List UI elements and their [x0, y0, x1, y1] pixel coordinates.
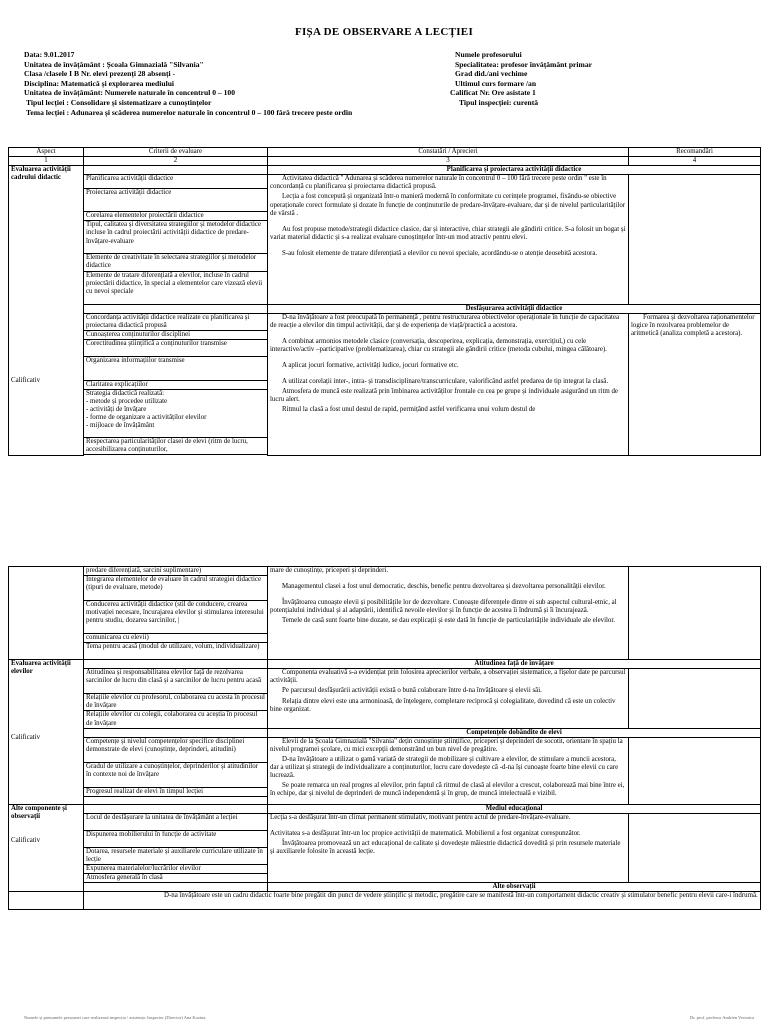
criterion: Respectarea particularităților clasei de elevi (ritm de lucru, accesibilizarea conținuturilor,: [84, 438, 268, 455]
criterion-line: - activități de învățare: [86, 406, 147, 414]
header-left: [24, 50, 454, 117]
criterion-strategy: [84, 390, 268, 438]
observation-table-page1: [8, 147, 761, 456]
header-discipline: Disciplina: Matematică și explorarea mediului: [24, 78, 175, 88]
criterion: Atmosfera generală în clasă: [84, 874, 268, 883]
footer-left: Numele și prenumele persoanei care realizează inspecția / asistența: Inspector (Director) Ana Kozina: [24, 1015, 206, 1020]
findings-continuation: [268, 567, 629, 660]
criterion: Relațiile elevilor cu profesorul, colaborarea cu acesta în procesul de învățare: [84, 694, 268, 711]
finding-text: Ritmul la clasă a fost unul destul de rapid, permițând astfel verificarea unui volum destul de: [282, 406, 536, 414]
criterion: Tipul, calitatea și diversitatea strategiilor și metodelor didactice incluse în cadrul proiectării activității didactice de predare-învățare-evaluare: [84, 221, 268, 254]
finding-text: D-na învățătoare a fost preocupată în permanență , pentru restructurarea obiectivelor operaționale în funcție de capacitatea de reacție a elevilor din timpul activității, dar și de experiența de viață/practică a acestora.: [270, 313, 620, 329]
criterion: Concordanța activității didactice realizate cu planificarea și proiectarea didactică propusă: [84, 313, 268, 330]
criterion-line: - metode și procedee utilizate: [86, 398, 168, 406]
header-school: Unitatea de învățământ : Școala Gimnazială "Silvania": [24, 59, 204, 69]
criterion: Atitudinea și responsabilitatea elevilor față de rezolvarea sarcinilor de lucru din clasă și a sarcinilor de lucru pentru acasă: [84, 669, 268, 694]
finding-text: Au fost propuse metode/strategii didactice clasice, dar și interactive, chiar strategii ale gândirii critice. S-a folosit un bogat și variat material didactic și s-a realizat evaluare cunoștințelor într-un mod atractiv pentru elevi.: [270, 225, 626, 241]
finding-text: Componenta evaluativă s-a evidențiat prin folosirea aprecierilor verbale, a observației sistematice, a fișelor date pe parcursul activității.: [270, 669, 626, 685]
findings-delivery: [268, 313, 629, 455]
header-teacher-name: Numele profesorului: [455, 50, 522, 59]
header-unit: Unitatea de învățământ: Numerele naturale în concentrul 0 – 100: [24, 88, 235, 98]
col-number: 4: [629, 157, 761, 166]
document-title: FIȘA DE OBSERVARE A LECȚIEI: [294, 26, 474, 38]
findings-attitude: [268, 669, 629, 728]
recommendation-text: Formarea și dezvoltarea raționamentelor logice în rezolvarea problemelor de aritmetică (analiza completă a acestora).: [631, 313, 755, 337]
aspect-students-cell: [9, 660, 84, 805]
qualifier-label: Calificativ: [11, 734, 41, 742]
aspect-other-cell: [9, 804, 84, 892]
table-number-row: [9, 157, 761, 166]
observation-table-page2: [8, 566, 761, 910]
col-header-aspect: Aspect: [9, 148, 84, 157]
col-number: 3: [268, 157, 629, 166]
criterion: Integrarea elementelor de evaluare în cadrul strategiei didactice (tipuri de evaluare, metode): [84, 576, 268, 601]
findings-environment: [268, 813, 629, 882]
recommendations-environment: [629, 813, 761, 882]
finding-text: Atmosfera de muncă este realizată prin îmbinarea activităților frontale cu cea pe grupe și individuale asigurând un ritm de lucru alert.: [270, 388, 618, 404]
col-header-findings: Constatări / Aprecieri: [268, 148, 629, 157]
header-qualified: Calificat Nr. Ore asistate 1: [450, 88, 536, 98]
criterion: Competențe și nivelul competențelor specifice disciplinei demonstrate de elevi (cunoștințe, deprinderi, atitudini): [84, 737, 268, 762]
recommendations-competences: [629, 737, 761, 804]
finding-text: D-na învățătoare a utilizat o gamă variată de strategii de mobilizare și cultivare a elevilor, de stimulare a muncii acestora, dar a utilizat și strategii de individualizare a conținuturilor, lucru care dovedește că -d-na își cunoaște foarte bine elevii cu care lucrează.: [270, 755, 619, 780]
header-date: Data: 9.01.2017: [24, 50, 75, 59]
finding-text: Învățătoarea promovează un act educațional de calitate și dovedește măiestrie didactică dovedită și prin resursele materiale și auxiliarele folosite în această lecție.: [270, 840, 621, 856]
criterion: Planificarea activității didactice: [84, 175, 268, 189]
criterion: Progresul realizat de elevi în timpul lecției: [84, 787, 268, 796]
finding-text: Activitatea didactică " Adunarea și scăderea numerelor naturale în concentrul 0 – 100 fără trecere peste ordin " este în concordanță cu planificarea și proiectarea didactică propusă.: [270, 175, 607, 191]
header-lesson-theme: Tema lecției : Adunarea și scăderea numerelor naturale în concentrul 0 – 100 fără trecere peste ordin: [26, 107, 353, 117]
criterion: Expunerea materialelor/lucrărilor elevilor: [84, 865, 268, 874]
recommendations-planning: [629, 175, 761, 304]
criterion: Corectitudinea științifică a conținuturilor transmise: [84, 339, 268, 356]
section-heading-planning: Planificarea și proiectarea activității didactice: [268, 166, 761, 175]
criterion: comunicarea cu elevii): [84, 634, 268, 643]
section-heading-environment: Mediul educațional: [268, 804, 761, 813]
recommendations-continuation: [629, 567, 761, 660]
finding-text: A aplicat jocuri formative, activități ludice, jocuri formative etc.: [282, 362, 459, 370]
col-header-criteria: Criterii de evaluare: [84, 148, 268, 157]
header-specialty: Specialitatea: profesor învățământ primar: [455, 59, 593, 69]
criterion: Corelarea elementelor proiectării didactice: [84, 212, 268, 221]
criterion: Proiectarea activității didactice: [84, 189, 268, 212]
recommendations-attitude: [629, 669, 761, 728]
finding-text: Relația dintre elevi este una armonioasă, de înțelegere, completare reciprocă și colegialitate, dovedind că este un colectiv bine organizat.: [270, 697, 616, 713]
table-header-row: [9, 148, 761, 157]
criterion: Dotarea, resursele materiale și auxiliarele curriculare utilizate în lecție: [84, 847, 268, 864]
aspect-teacher-cell: [9, 166, 84, 456]
criterion: Elemente de tratare diferențiată a elevilor, incluse în cadrul proiectării didactice, în special a elementelor care vizează elevii cu nevoi speciale: [84, 271, 268, 304]
criterion-line: - mijloace de învățământ: [86, 422, 155, 430]
aspect-other-label: Alte componente și observații: [11, 804, 67, 820]
criterion: Relațiile elevilor cu colegii, colaborarea cu aceștia în procesul de învățare: [84, 711, 268, 728]
criterion: Cunoașterea conținuturilor disciplinei: [84, 330, 268, 339]
criterion: Conducerea activității didactice (stil de conducere, crearea motivației necesare, încurajarea elevilor și stimularea interesului pentru studiu, dozarea sarcinilor, |: [84, 601, 268, 634]
finding-text: S-au folosit elemente de tratare diferențiată a elevilor cu nevoi speciale, acordându-se o atenție deosebită acestora.: [282, 249, 598, 257]
finding-text: Lecția s-a desfășurat într-un climat permanent stimulativ, motivant pentru actul de predare-învățare-evaluare.: [270, 813, 571, 821]
header-class: Clasa /clasele I B Nr. elevi prezenți 28 absenți -: [24, 69, 176, 79]
criterion-line: - forme de organizare a activităților elevilor: [86, 414, 207, 422]
aspect-students-label: Evaluarea activității elevilor: [11, 660, 71, 676]
finding-text: Temele de casă sunt foarte bine dozate, se dau explicații și este dată în funcție de particularitățile individuale ale elevilor.: [282, 617, 616, 625]
footer: [24, 1015, 754, 1020]
criterion: Elemente de creativitate în selectarea strategiilor și metodelor didactice: [84, 254, 268, 271]
finding-text: Învățătoarea cunoaște elevii și posibilitățile lor de dezvoltare. Cunoaște diferențele dintre ei sub aspectul cultural-etnic, al potențialului individual și al adaptării, identifică nevoile elevilor și în funcție de acestea îi îndrumă și îi încurajează.: [270, 599, 617, 615]
finding-text: Elevii de la Școala Gimnazială "Silvania" dețin cunoștințe științifice, priceperi și deprinderi de socotit, orientare în spațiu la nivelul programei școlare, cu mici excepții demonstrând un bun nivel de pregătire.: [270, 737, 623, 753]
finding-text: Lecția a fost concepută și organizată într-o manieră modernă în conformitate cu cerințele programei, fixându-se obiective operaționale corect formulate și dozate în funcție de conținuturile de predare-învățare-evaluare, dar și de nivelul particularităților de vârstă .: [270, 193, 626, 217]
findings-planning: [268, 175, 629, 304]
aspect-teacher-label: Evaluarea activității cadrului didactic: [11, 166, 71, 182]
other-observations-text: D-na învățătoare este un cadru didactic foarte bine pregătit din punct de vedere științific și metodic, pregătire care se manifestă într-un comportament didactic creativ și stimulator benefic pentru elevii care-i îndrumă.: [84, 892, 761, 910]
criterion: Locul de desfășurare la unitatea de învățământ a lecției: [84, 813, 268, 830]
finding-text: Pe parcursul desfășurării activității există o bună colaborare între d-na învățătoare și elevii săi.: [282, 687, 542, 695]
qualifier-label: Calificativ: [11, 377, 41, 385]
criterion: Organizarea informațiilor transmise: [84, 356, 268, 380]
aspect-continuation-cell: [9, 567, 84, 660]
footer-right: Dr. prof. profesor Andrien Veronica: [689, 1015, 754, 1020]
header-last-course: Ultimul curs formare /an: [455, 78, 537, 88]
header-inspection-type: Tipul inspecției: curentă: [459, 97, 539, 107]
header-right: [450, 50, 755, 108]
finding-text: mare de cunoștințe, priceperi și deprinderi.: [270, 567, 389, 574]
criterion: Gradul de utilizare a cunoștințelor, deprinderilor și atitudinilor în contexte noi de învățare: [84, 762, 268, 787]
section-heading-competences: Competențele dobândite de elevi: [268, 728, 761, 737]
recommendations-delivery: [629, 313, 761, 455]
criterion: Dispunerea mobilierului în funcție de activitate: [84, 830, 268, 847]
criterion-line: Strategia didactică realizată:: [86, 390, 165, 398]
col-number: 1: [9, 157, 84, 166]
findings-competences: [268, 737, 629, 804]
col-number: 2: [84, 157, 268, 166]
criterion: Claritatea explicațiilor: [84, 380, 268, 389]
header-lesson-type: Tipul lecției : Consolidare și sistematizare a cunoștințelor: [26, 97, 212, 107]
finding-text: Managementul clasei a fost unul democratic, deschis, benefic pentru dezvoltarea și dezvoltarea personalității elevilor.: [282, 583, 606, 591]
col-header-recommendations: Recomandări: [629, 148, 761, 157]
finding-text: A utilizat corelații inter-, intra- și transdisciplinare/transcurriculare, valorificând astfel predarea de tip integrat la clasă.: [282, 378, 609, 386]
finding-text: Activitatea s-a desfășurat într-un loc propice activității de matematică. Mobilierul a fost organizat corespunzător.: [270, 830, 581, 838]
finding-text: Se poate remarca un real progres al elevilor, prin faptul că ritmul de clasă al elevilor a crescut, colaborează mai bine între ei, în echipe, dar și nivelul de deprinderi de muncă independentă și în grup, de muncă intelectuală e vizibil.: [270, 782, 625, 798]
section-heading-delivery: Desfășurarea activității didactice: [268, 304, 761, 313]
criterion: predare diferențiată, sarcini suplimentare): [84, 567, 268, 576]
section-heading-other: Alte observații: [268, 883, 761, 892]
finding-text: A combinat armonios metodele clasice (conversația, descoperirea, explicația, demonstrația, exercițiul,) cu cele interactive/activ –participative (problematizarea), chiar cu strategii ale gândirii critice (metoda cubului, mingea călătoare).: [270, 337, 607, 353]
header-grade: Grad did./ani vechime: [455, 69, 528, 79]
criterion: Tema pentru acasă (modul de utilizare, volum, individualizare): [84, 643, 268, 660]
qualifier-label: Calificativ: [11, 837, 41, 845]
section-heading-attitude: Atitudinea față de învățare: [268, 660, 761, 669]
